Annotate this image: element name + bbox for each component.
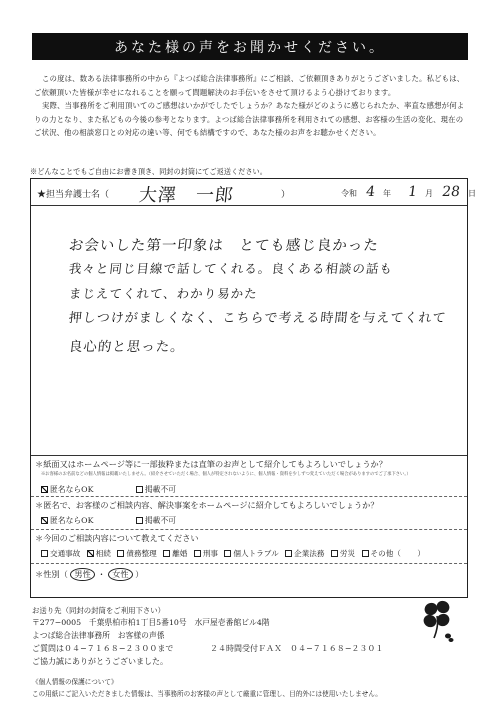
handwritten-line-4: 押しつけがましくなく、こちらで考える時間を与えてくれて <box>68 311 448 326</box>
date-day: 28 <box>440 184 461 200</box>
checkbox-icon[interactable] <box>285 550 292 557</box>
checkbox-icon[interactable] <box>41 550 48 557</box>
footer-send-to: お送り先（同封の封筒をご利用下さい） <box>32 606 166 615</box>
clover-logo-icon <box>420 596 454 644</box>
feedback-form <box>30 178 476 598</box>
intro-paragraph-2: 実際、当事務所をご利用頂いてのご感想はいかがでしたでしょうか？あなた様がどのように感じられたか、率直な感想が何よりの力となり、また私どもの今後の参考となります。よつば総合法律事務所を利用されての感想、お客様の生活の変化、現在のご状況、他の相談窓口との対応の違い等、何でも結構ですので、あなた様のお声をお聴かせください。 <box>34 101 465 138</box>
checkbox-icon[interactable] <box>136 517 143 524</box>
checkbox-icon[interactable] <box>136 486 143 493</box>
q1-options <box>41 484 176 495</box>
checkbox-checked-icon[interactable] <box>41 517 48 524</box>
divider <box>31 563 467 564</box>
q3-option-inheritance[interactable]: 相続 <box>87 549 111 558</box>
date-day-unit: 日 <box>467 189 476 198</box>
q4-option-male[interactable]: 男性 <box>70 568 94 581</box>
instruction-note: ※どんなことでもご自由にお書き頂き、同封の封筒にてご返送ください。 <box>30 167 267 176</box>
footer-address: 〒277−0005 千葉県柏市柏1丁目5番10号 水戸屋壱番館ビル4階 <box>32 618 270 627</box>
q3-option-debt[interactable]: 債務整理 <box>117 549 156 558</box>
date-year-unit: 年 <box>383 189 392 198</box>
date-month: 1 <box>406 184 418 200</box>
divider <box>31 205 467 206</box>
footer-fax: ２４時間受付ＦＡＸ ０４−７１６８−２３０１ <box>210 644 384 653</box>
lawyer-label: ★担当弁護士名（ <box>37 190 110 200</box>
privacy-title: 《個人情報の保護について》 <box>32 678 118 686</box>
footer-thanks: ご協力誠にありがとうございました。 <box>32 657 168 666</box>
privacy-text: この用紙にご記入いただきました情報は、当事務所のお客様の声として厳重に管理し、目的外には使用いたしません。 <box>32 690 382 698</box>
q4-close: ） <box>135 569 144 579</box>
handwritten-line-3: まじえてくれて、わかり易かた <box>68 286 259 301</box>
handwritten-line-5: 良心的と思った。 <box>67 339 186 355</box>
handwritten-line-1: お会いした第一印象は とても感じ良かった <box>68 238 380 254</box>
q3-option-personal[interactable]: 個人トラブル <box>224 549 278 558</box>
q4-option-female[interactable]: 女性 <box>108 568 132 581</box>
date-year: 4 <box>364 184 376 200</box>
checkbox-checked-icon[interactable] <box>87 550 94 557</box>
checkbox-icon[interactable] <box>117 550 124 557</box>
q2-text: ＊匿名で、お客様のご相談内容、解決事案をホームページに紹介してもよろしいでしょうか？ <box>35 500 379 510</box>
q3-option-other[interactable]: その他（ <box>362 549 401 558</box>
checkbox-checked-icon[interactable] <box>41 486 48 493</box>
q4-separator: ・ <box>97 569 106 579</box>
divider <box>31 529 467 530</box>
divider <box>31 496 467 497</box>
footer-phone: ご質問は０４−７１６８−２３００まで <box>32 644 174 653</box>
footer-office: よつば総合法律事務所 お客様の声係 <box>32 631 165 640</box>
date-era: 令和 <box>341 189 357 198</box>
lawyer-name-handwritten: 大澤 一郎 <box>137 185 235 206</box>
q1-text: ＊紙面又はホームページ等に一部抜粋または直筆のお声として紹介してもよろしいでしょうか？ <box>35 459 387 469</box>
q1-option-anonymous[interactable]: 匿名ならOK <box>41 485 93 494</box>
q2-option-anonymous[interactable]: 匿名ならOK <box>41 516 93 525</box>
q4-label: ＊性別（ <box>35 569 68 579</box>
checkbox-icon[interactable] <box>331 550 338 557</box>
q3-options <box>41 548 425 559</box>
q3-option-criminal[interactable]: 刑事 <box>194 549 218 558</box>
q2-option-refuse[interactable]: 掲載不可 <box>136 516 176 525</box>
q1-small-note: ※お客様のお名前などの個人情報は掲載いたしません。（紹介させていただく場合、個人が特定されないように、個人情報・資料を少しずつ変えていただく場合がありますのでご了承下さい。） <box>41 472 411 477</box>
checkbox-icon[interactable] <box>163 550 170 557</box>
checkbox-icon[interactable] <box>362 550 369 557</box>
checkbox-icon[interactable] <box>224 550 231 557</box>
q3-text: ＊今回のご相談内容について教えてください <box>35 533 199 543</box>
q3-option-corporate[interactable]: 企業法務 <box>285 549 324 558</box>
intro-text <box>34 72 470 140</box>
q1-option-refuse[interactable]: 掲載不可 <box>136 485 176 494</box>
q3-option-traffic[interactable]: 交通事故 <box>41 549 80 558</box>
page-title: あなた様の声をお聞かせください。 <box>114 39 386 56</box>
q3-option-labor[interactable]: 労災 <box>331 549 355 558</box>
divider <box>31 455 467 456</box>
date-month-unit: 月 <box>425 189 434 198</box>
intro-paragraph-1: この度は、数ある法律事務所の中から『よつば総合法律事務所』にご相談、ご依頼頂きありがとうございました。私どもは、ご依頼頂いた皆様が幸せになれることを願って問題解決のお手伝いをさせて頂けるよう心掛けております。 <box>34 74 465 97</box>
q3-other-close: ） <box>417 549 425 558</box>
page-title-banner <box>32 33 468 60</box>
q4-row <box>35 568 143 581</box>
q2-options <box>41 515 176 526</box>
lawyer-close: ） <box>281 190 291 200</box>
handwritten-line-2: 我々と同じ目線で話してくれる。良くある相談の話も <box>68 261 394 276</box>
checkbox-icon[interactable] <box>194 550 201 557</box>
q3-option-divorce[interactable]: 離婚 <box>163 549 187 558</box>
date-field <box>341 184 476 200</box>
